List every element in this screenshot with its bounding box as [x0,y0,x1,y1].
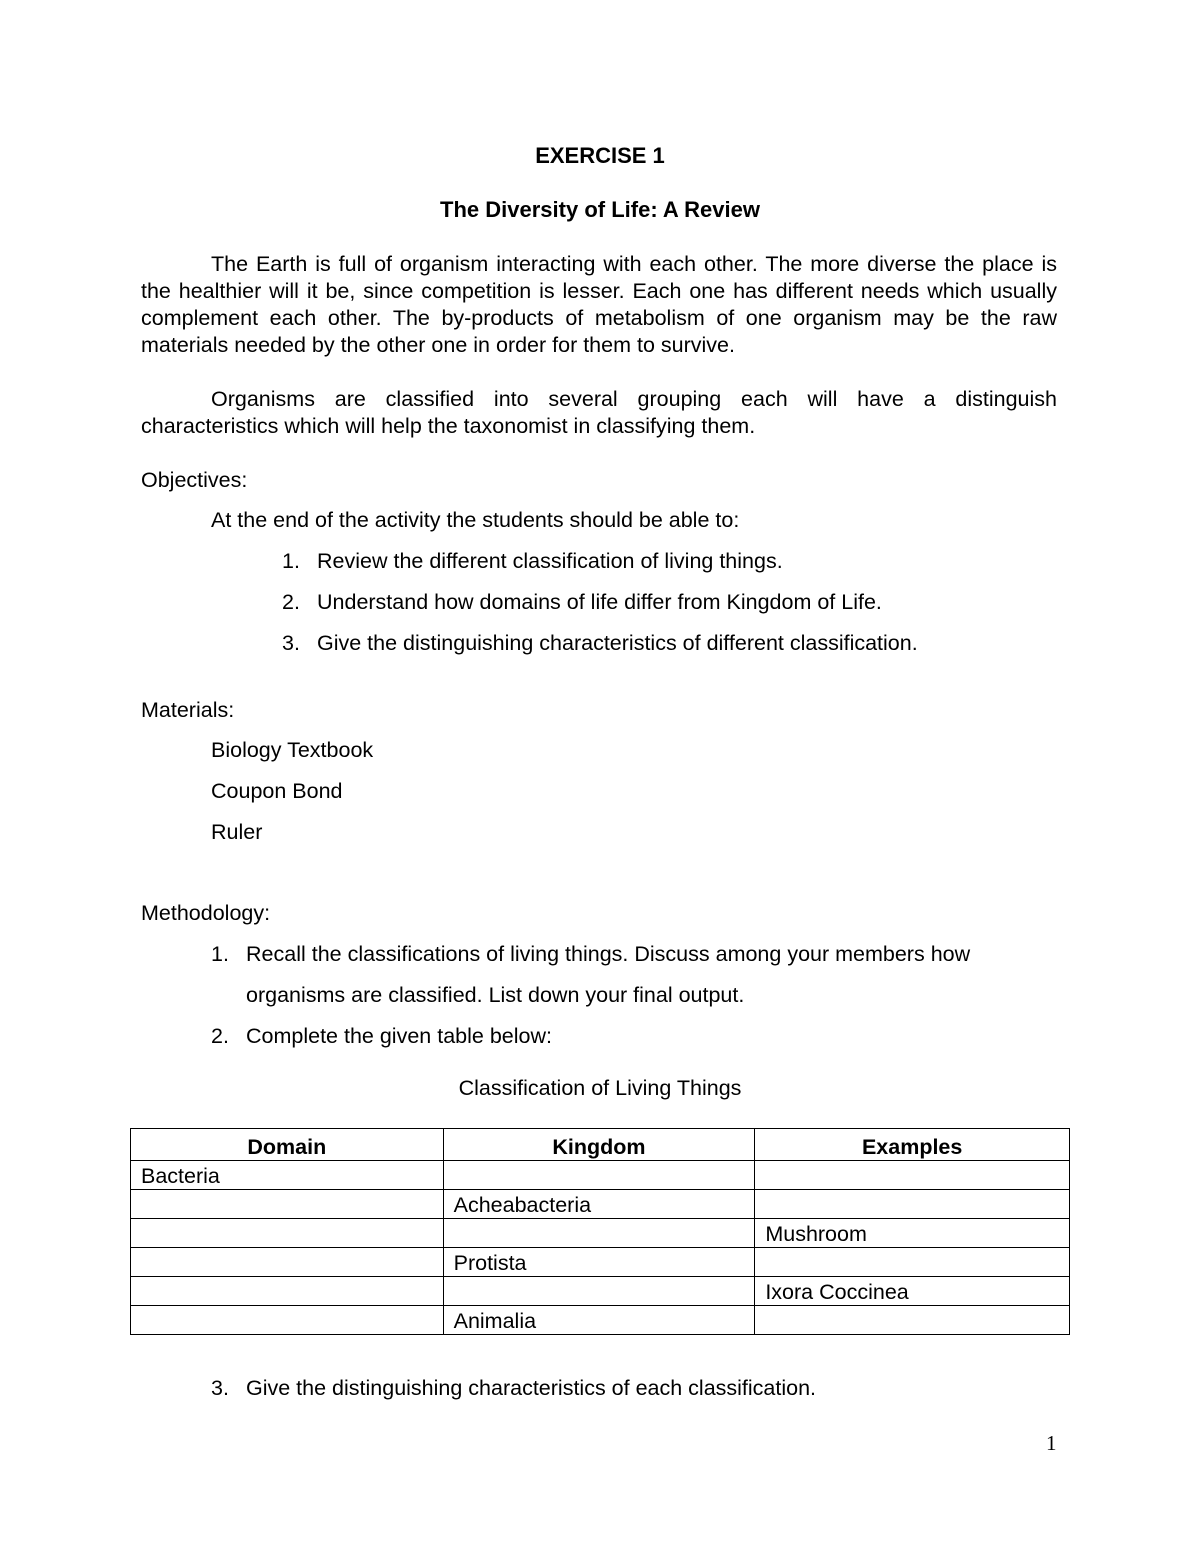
methodology-item: 2. Complete the given table below: [211,1024,552,1048]
column-header-kingdom: Kingdom [443,1129,755,1161]
objectives-label: Objectives: [141,468,248,492]
table-row [131,1306,1070,1335]
table-header-row [131,1129,1070,1161]
table-cell [131,1248,444,1277]
table-cell: Acheabacteria [443,1190,755,1219]
table-cell: Ixora Coccinea [755,1277,1070,1306]
objective-item: 2. Understand how domains of life differ from Kingdom of Life. [282,590,882,614]
methodology-item: 3. Give the distinguishing characteristics of each classification. [211,1376,817,1400]
methodology-item: 1. Recall the classifications of living things. Discuss among your members how [211,942,971,966]
intro-paragraph: The Earth is full of organism interacting with each other. The more diverse the place is the healthier will it be, since competition is lesser. Each one has different needs which usually complement each other. The by-products of metabolism of one organism may be the raw materials needed by the other one in order for them to survive. [141,252,1057,357]
table-cell [755,1190,1070,1219]
column-header-examples: Examples [755,1129,1070,1161]
exercise-title: EXERCISE 1 [535,143,665,168]
material-item: Ruler [211,820,263,844]
table-caption: Classification of Living Things [458,1076,742,1100]
table-cell [755,1161,1070,1190]
table-row [131,1248,1070,1277]
table-cell [131,1219,444,1248]
column-header-domain: Domain [131,1129,444,1161]
table-cell: Protista [443,1248,755,1277]
objectives-intro: At the end of the activity the students should be able to: [211,508,740,532]
objective-item: 1. Review the different classification of living things. [282,549,783,573]
materials-label: Materials: [141,698,235,722]
table-row [131,1277,1070,1306]
objective-item: 3. Give the distinguishing characteristics of different classification. [282,631,918,655]
table-cell [755,1306,1070,1335]
table-cell: Bacteria [131,1161,444,1190]
table-cell [755,1248,1070,1277]
exercise-subtitle: The Diversity of Life: A Review [440,197,760,222]
table-cell [443,1277,755,1306]
methodology-item-continued: organisms are classified. List down your final output. [246,983,745,1007]
table-cell: Mushroom [755,1219,1070,1248]
material-item: Biology Textbook [211,738,374,762]
table-cell [131,1190,444,1219]
table-row [131,1219,1070,1248]
table-cell [131,1277,444,1306]
material-item: Coupon Bond [211,779,343,803]
classification-paragraph: Organisms are classified into several grouping each will have a distinguish characteristics which will help the taxonomist in classifying them. [141,387,1057,438]
classification-table [130,1128,1070,1335]
table-cell: Animalia [443,1306,755,1335]
methodology-label: Methodology: [141,901,271,925]
table-cell [443,1219,755,1248]
table-row [131,1190,1070,1219]
table-cell [131,1306,444,1335]
page-number: 1 [1046,1431,1057,1455]
table-cell [443,1161,755,1190]
table-row [131,1161,1070,1190]
